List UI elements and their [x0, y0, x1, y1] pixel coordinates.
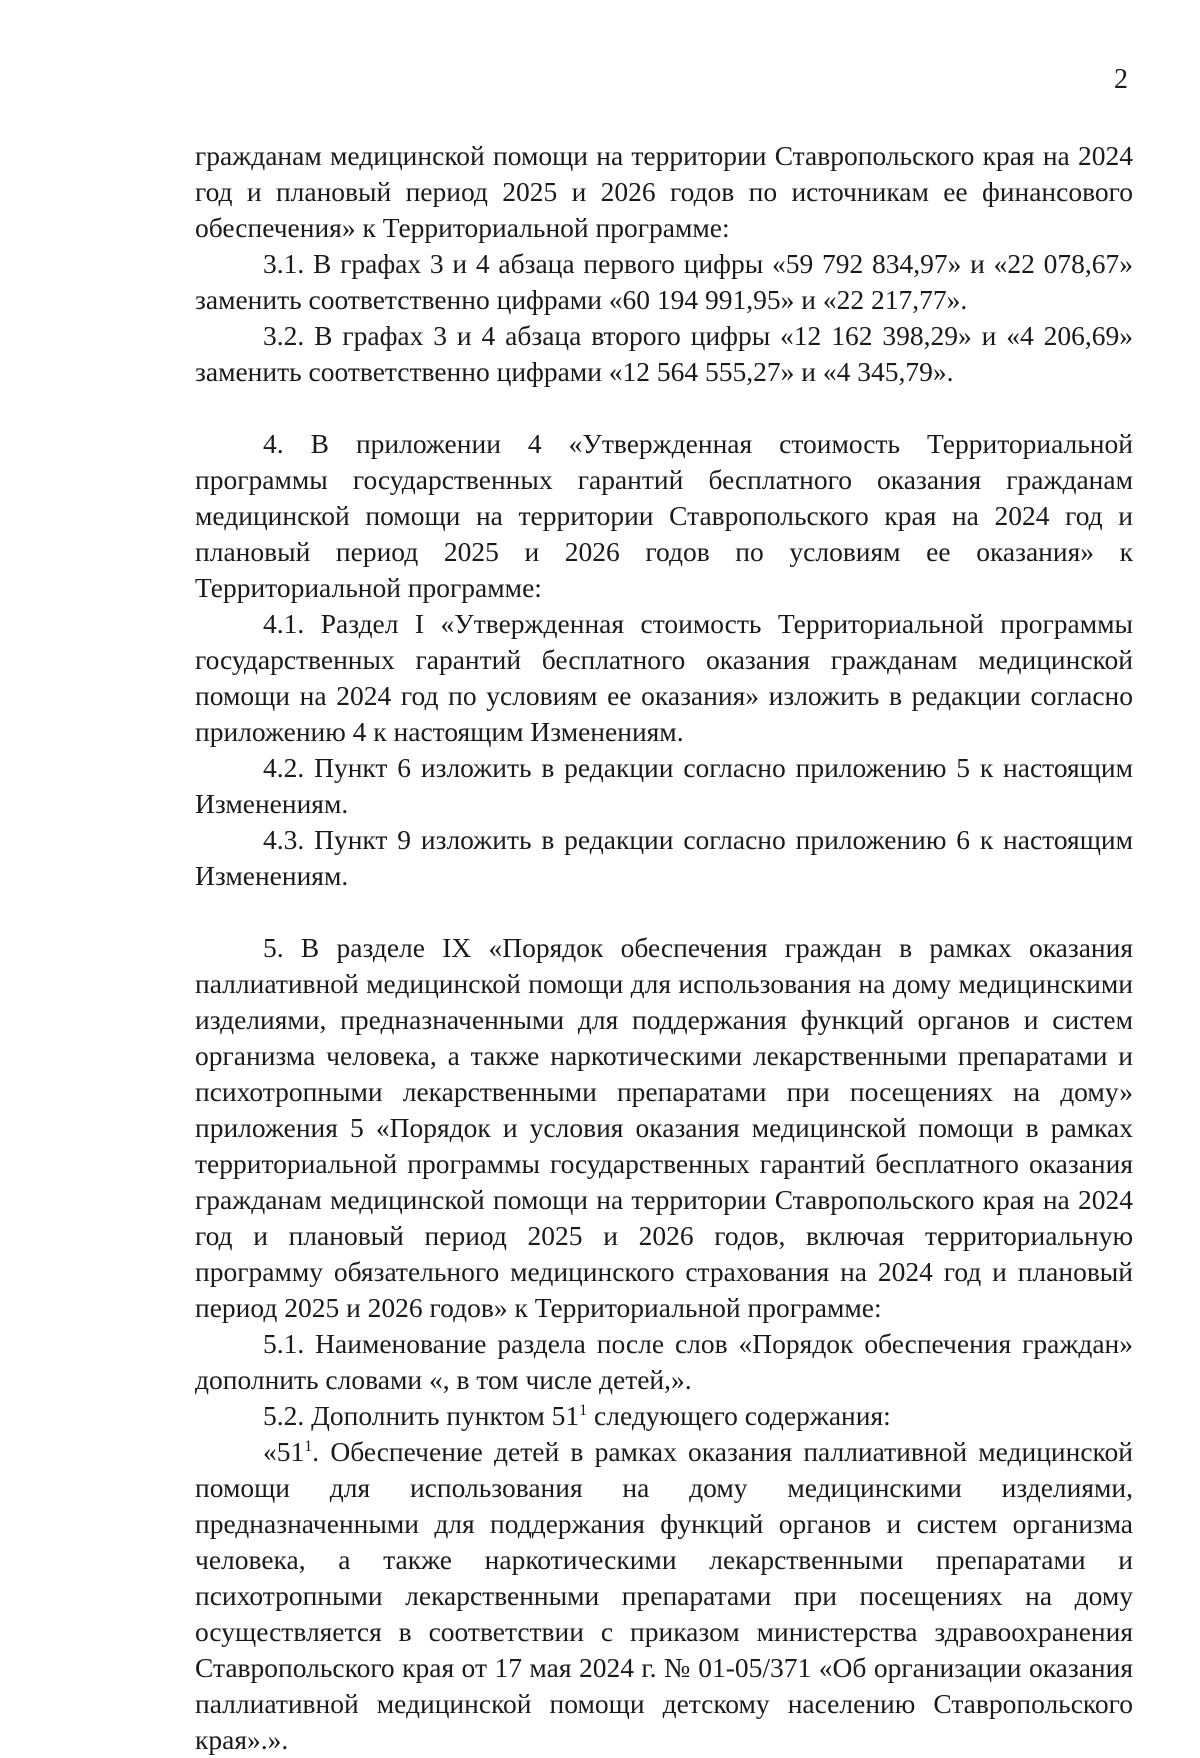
paragraph-4-2: 4.2. Пункт 6 изложить в редакции согласно приложению 5 к настоящим Изменениям.	[195, 752, 1133, 819]
paragraph-4-1: 4.1. Раздел I «Утвержденная стоимость Территориальной программы государственных гарантий бесплатного оказания гражданам медицинской помощи на 2024 год по условиям ее оказания» изложить в редакции согласно приложению 4 к настоящим Изменениям.	[195, 608, 1133, 747]
document-body	[195, 138, 1133, 1758]
paragraph-51-1-before: «51	[263, 1436, 305, 1467]
paragraph-51-1	[195, 1434, 1133, 1758]
paragraph-5: 5. В разделе IX «Порядок обеспечения граждан в рамках оказания паллиативной медицинской помощи для использования на дому медицинскими изделиями, предназначенными для поддержания функций органов и систем организма человека, а также наркотическими лекарственными препаратами и психотропными лекарственными препаратами при посещениях на дому» приложения 5 «Порядок и условия оказания медицинской помощи в рамках территориальной программы государственных гарантий бесплатного оказания гражданам медицинской помощи на территории Ставропольского края на 2024 год и плановый период 2025 и 2026 годов, включая территориальную программу обязательного медицинского страхования на 2024 год и плановый период 2025 и 2026 годов» к Территориальной программе:	[195, 932, 1133, 1323]
paragraph-5-2-superscript: 1	[579, 1401, 588, 1419]
paragraph-4-3: 4.3. Пункт 9 изложить в редакции согласно приложению 6 к настоящим Изменениям.	[195, 824, 1133, 891]
paragraph-51-1-after: . Обеспечение детей в рамках оказания паллиативной медицинской помощи для использования на дому медицинскими изделиями, предназначенными для поддержания функций органов и систем организма человека, а также наркотическими лекарственными препаратами и психотропными лекарственными препаратами при посещениях на дому осуществляется в соответствии с приказом министерства здравоохранения Ставропольского края от 17 мая 2024 г. № 01-05/371 «Об организации оказания паллиативной медицинской помощи детскому населению Ставропольского края».».	[195, 1436, 1133, 1755]
paragraph-3-2: 3.2. В графах 3 и 4 абзаца второго цифры «12 162 398,29» и «4 206,69» заменить соответственно цифрами «12 564 555,27» и «4 345,79».	[195, 320, 1133, 387]
paragraph-intro-continuation: гражданам медицинской помощи на территории Ставропольского края на 2024 год и плановый период 2025 и 2026 годов по источникам ее финансового обеспечения» к Территориальной программе:	[195, 140, 1133, 243]
paragraph-3-1: 3.1. В графах 3 и 4 абзаца первого цифры «59 792 834,97» и «22 078,67» заменить соответственно цифрами «60 194 991,95» и «22 217,77».	[195, 248, 1133, 315]
paragraph-51-1-superscript: 1	[304, 1437, 313, 1455]
paragraph-5-2	[195, 1398, 1133, 1434]
paragraph-4: 4. В приложении 4 «Утвержденная стоимость Территориальной программы государственных гарантий бесплатного оказания гражданам медицинской помощи на территории Ставропольского края на 2024 год и плановый период 2025 и 2026 годов по условиям ее оказания» к Территориальной программе:	[195, 428, 1133, 603]
paragraph-5-2-before: 5.2. Дополнить пунктом 51	[263, 1400, 580, 1431]
paragraph-5-1: 5.1. Наименование раздела после слов «Порядок обеспечения граждан» дополнить словами «, в том числе детей,».	[195, 1328, 1133, 1395]
page-number: 2	[1114, 64, 1128, 95]
paragraph-5-2-after: следующего содержания:	[587, 1400, 891, 1431]
